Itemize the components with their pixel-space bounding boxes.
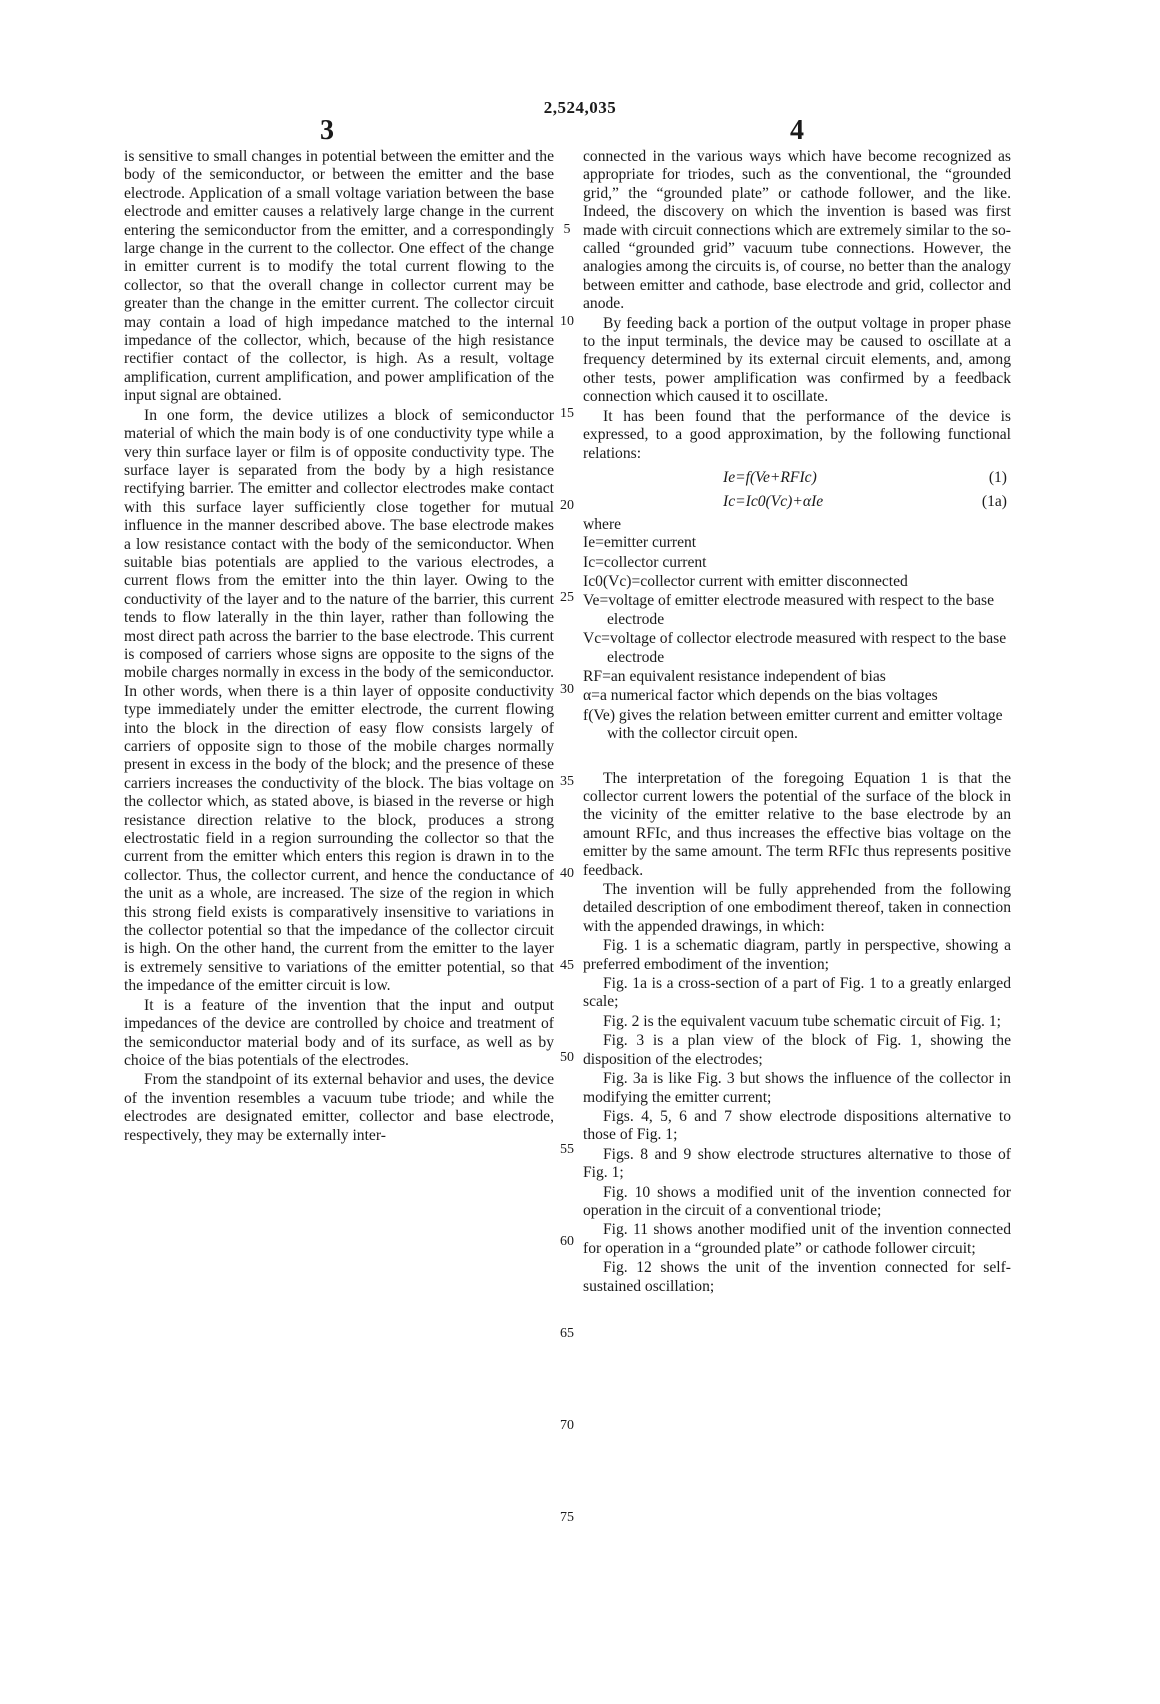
equation-number: (1) — [988, 468, 1007, 486]
figure-description: Fig. 12 shows the unit of the invention connected for self-sustained oscillation; — [583, 1259, 1011, 1295]
left-column — [124, 148, 554, 1146]
line-number: 5 — [563, 222, 571, 237]
line-number: 10 — [560, 314, 574, 329]
definition-item: RF=an equivalent resistance independent of bias — [583, 667, 886, 685]
figure-description: Figs. 8 and 9 show electrode structures alternative to those of Fig. 1; — [583, 1145, 1011, 1182]
figure-description: Fig. 1a is a cross-section of a part of Fig. 1 to a greatly enlarged scale; — [583, 975, 1011, 1011]
left-paragraph: is sensitive to small changes in potential between the emitter and the body of the semiconductor, or between the emitter and the base electrode. Application of a small voltage variation between the base electrode and emitter causes a relatively large change in the current entering the semiconductor from the emitter, and a correspondingly large change in the current to the collector. One effect of the change in emitter current is to modify the total current flowing to the collector, so that the overall change in collector current may be greater than the change in the emitter current. The collector circuit may contain a load of high impedance matched to the internal impedance of the collector, which, because of the high resistance rectifier contact of the collector, is high. As a result, voltage amplification, current amplification, and power amplification of the input signal are obtained. — [124, 148, 554, 405]
line-number: 50 — [560, 1050, 574, 1065]
variable-definitions — [583, 516, 1011, 744]
definition-item: f(Ve) gives the relation between emitter current and emitter voltage with the collector circuit open. — [583, 706, 1003, 743]
left-paragraph: From the standpoint of its external behavior and uses, the device of the invention resembles a vacuum tube triode; and while the electrodes are designated emitter, collector and base electrode, respectively, they may be externally inter- — [124, 1071, 554, 1144]
definition-item: Vc=voltage of collector electrode measured with respect to the base electrode — [583, 630, 1007, 666]
line-number: 45 — [560, 958, 574, 973]
definition-item: Ie=emitter current — [583, 534, 697, 552]
figure-description: Fig. 1 is a schematic diagram, partly in perspective, showing a preferred embodiment of the invention; — [583, 937, 1011, 973]
right-paragraph: By feeding back a portion of the output voltage in proper phase to the input terminals, the device may be caused to oscillate at a frequency determined by its external circuit elements, and, among other tests, power amplification was confirmed by a feedback connection which caused it to oscillate. — [583, 314, 1011, 406]
equation-expression: Ic=Ic0(Vc)+αIe — [723, 493, 824, 511]
equation-1a — [583, 493, 1011, 511]
definition-item: α=a numerical factor which depends on the bias voltages — [583, 687, 938, 705]
left-paragraph: In one form, the device utilizes a block of semiconductor material of which the main body is of one conductivity type while a very thin surface layer or film is of opposite conductivity type. The surface layer is separated from the body by a high resistance rectifying barrier. The emitter and collector electrodes make contact with this surface layer sufficiently close together for mutual influence in the manner described above. The base electrode makes a low resistance contact with the body of the semiconductor. When suitable bias potentials are applied to the various electrodes, a current flows from the emitter into the thin layer. Owing to the conductivity of the layer and to the nature of the barrier, this current tends to flow laterally in the thin layer, rather than following the most direct path across the barrier to the base electrode. This current is composed of carriers whose signs are opposite to the signs of the mobile charges normally in excess in the body of the semiconductor. In other words, when there is a thin layer of opposite conductivity type immediately under the emitter electrode, the current flowing into the block in the direction of easy flow consists largely of carriers of opposite sign to those of the mobile charges normally present in excess in the body of the block; and the presence of these carriers increases the conductivity of the block. The bias voltage on the collector which, as stated above, is biased in the reverse or high resistance direction relative to the block, produces a strong electrostatic field in a region surrounding the collector so that the current from the emitter which enters this region is drawn in to the collector. Thus, the collector current, and hence the conductance of the unit as a whole, are increased. The size of the region in which this strong field exists is comparatively insensitive to variations in the collector potential so that the impedance of the collector circuit is high. On the other hand, the current from the emitter to the layer is extremely sensitive to variations of the emitter potential, so that the impedance of the emitter circuit is low. — [124, 406, 554, 995]
line-number: 65 — [560, 1326, 574, 1341]
line-number: 60 — [560, 1234, 574, 1249]
right-paragraph: connected in the various ways which have become recognized as appropriate for triodes, such as the conventional, the “grounded grid,” the “grounded plate” or cathode follower, and the like. Indeed, the discovery on which the invention is based was first made with circuit connections which are extremely similar to the so-called “grounded grid” vacuum tube connections. However, the analogies among the circuits is, of course, no better than the analogy between emitter and cathode, base electrode and grid, collector and anode. — [583, 148, 1011, 313]
line-number: 75 — [560, 1510, 574, 1525]
figure-description: Fig. 2 is the equivalent vacuum tube schematic circuit of Fig. 1; — [603, 1012, 1001, 1030]
right-column-number: 4 — [790, 115, 804, 146]
figure-description: Fig. 10 shows a modified unit of the invention connected for operation in the circuit of a conventional triode; — [583, 1183, 1011, 1219]
right-paragraph: The invention will be fully apprehended from the following detailed description of one embodiment thereof, taken in connection with the appended drawings, in which: — [583, 881, 1011, 935]
left-paragraph: It is a feature of the invention that the input and output impedances of the device are controlled by choice and treatment of the semiconductor material body and of its surface, as well as by choice of the bias potentials of the electrodes. — [124, 996, 554, 1069]
patent-number: 2,524,035 — [543, 98, 617, 117]
definition-item: Ve=voltage of emitter electrode measured with respect to the base electrode — [583, 592, 995, 628]
left-column-number: 3 — [320, 115, 334, 146]
figure-description: Figs. 4, 5, 6 and 7 show electrode dispositions alternative to those of Fig. 1; — [583, 1107, 1011, 1144]
equation-1 — [583, 469, 1011, 487]
line-number: 35 — [560, 774, 574, 789]
line-number: 30 — [560, 682, 574, 697]
definition-item: Ic0(Vc)=collector current with emitter disconnected — [583, 572, 908, 590]
line-number: 20 — [560, 498, 574, 513]
where-label: where — [583, 515, 622, 533]
line-number: 25 — [560, 590, 574, 605]
definition-item: Ic=collector current — [583, 553, 707, 571]
line-number: 15 — [560, 406, 574, 421]
equation-number: (1a) — [981, 493, 1007, 511]
line-number: 55 — [560, 1142, 574, 1157]
figure-description: Fig. 11 shows another modified unit of the invention connected for operation in a “grounded plate” or cathode follower circuit; — [583, 1221, 1011, 1257]
line-number: 40 — [560, 866, 574, 881]
figure-description: Fig. 3 is a plan view of the block of Fig. 1, showing the disposition of the electrodes; — [583, 1032, 1011, 1068]
right-paragraph: The interpretation of the foregoing Equation 1 is that the collector current lowers the potential of the surface of the block in the vicinity of the emitter relative to the base electrode by an amount RFIc, and thus increases the effective bias voltage on the emitter by the same amount. The term RFIc thus represents positive feedback. — [583, 769, 1011, 879]
figure-description: Fig. 3a is like Fig. 3 but shows the influence of the collector in modifying the emitter current; — [583, 1070, 1011, 1106]
line-number: 70 — [560, 1418, 574, 1433]
equation-expression: Ie=f(Ve+RFIc) — [723, 468, 817, 486]
right-paragraph: It has been found that the performance of the device is expressed, to a good approximation, by the following functional relations: — [583, 407, 1011, 462]
right-column — [583, 148, 1011, 1297]
